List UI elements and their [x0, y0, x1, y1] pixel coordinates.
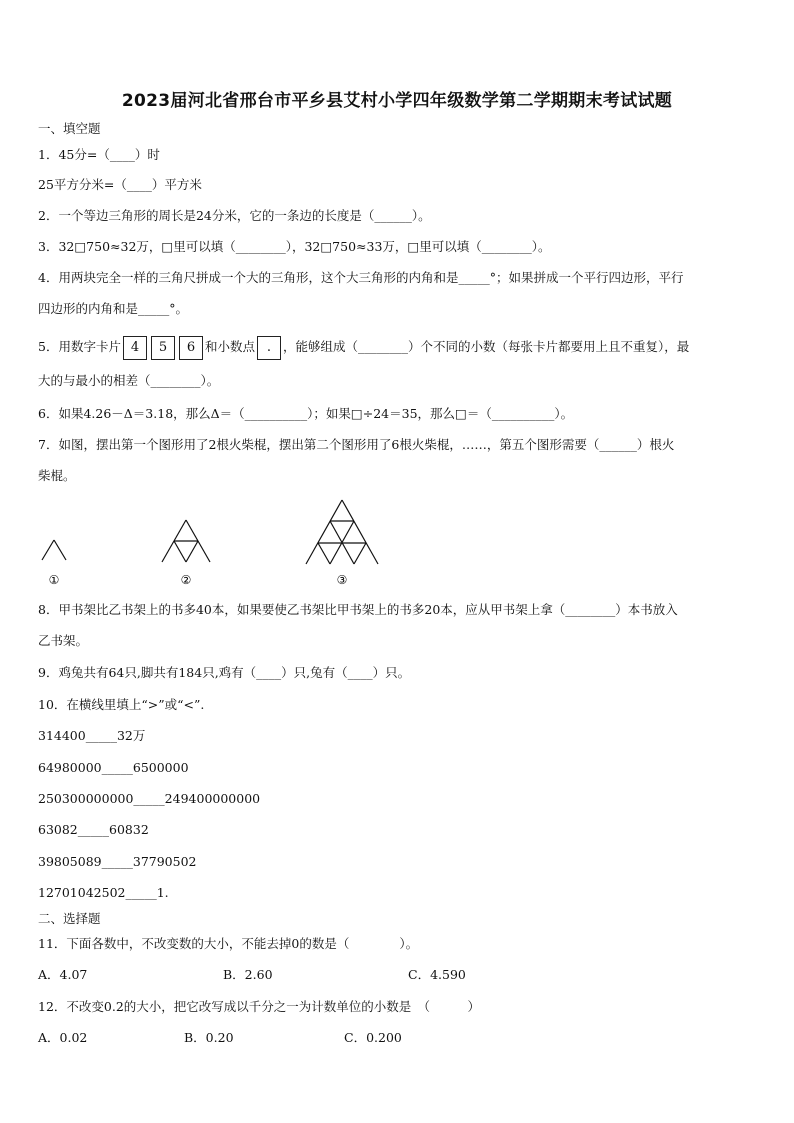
question-3: 3．32□750≈32万，□里可以填（________），32□750≈33万，□里可以填（________）。: [38, 239, 551, 254]
comparison-item: 250300000000_____249400000000: [38, 791, 261, 806]
question-5-suffix: ，能够组成（________）个不同的小数（每张卡片都要用上且不重复），最: [282, 339, 690, 354]
section-fill-blank-heading: 一、填空题: [38, 121, 101, 136]
digit-card-5: 5: [151, 336, 175, 360]
comparison-item: 64980000_____6500000: [38, 760, 189, 775]
question-1a: 1．45分=（____）时: [38, 147, 160, 162]
comparison-item: 39805089_____37790502: [38, 854, 197, 869]
question-5-mid: 和小数点: [204, 339, 255, 354]
question-12: 12．不改变0.2的大小，把它改写成以千分之一为计数单位的小数是 （ ）: [38, 999, 481, 1014]
figure-1-label: ①: [48, 573, 60, 587]
figure-3: [306, 500, 378, 564]
figure-2: [162, 520, 210, 562]
figure-1: [42, 540, 66, 560]
option-b: B．0.20: [184, 1030, 234, 1045]
matchstick-figures: [0, 490, 794, 590]
question-7-line1: 7．如图，摆出第一个图形用了2根火柴棍，摆出第二个图形用了6根火柴棍，……，第五个图形需要（______）根火: [38, 437, 675, 452]
comparison-item: 12701042502_____1.: [38, 885, 169, 900]
question-9: 9．鸡兔共有64只,脚共有184只,鸡有（____）只,兔有（____）只。: [38, 665, 411, 680]
option-c: C．0.200: [344, 1030, 402, 1045]
decimal-point-card: .: [257, 336, 281, 360]
question-5-line2: 大的与最小的相差（________）。: [38, 373, 220, 388]
question-2: 2．一个等边三角形的周长是24分米，它的一条边的长度是（______）。: [38, 208, 431, 223]
figure-2-label: ②: [180, 573, 192, 587]
digit-card-6: 6: [179, 336, 203, 360]
question-5-line1: [38, 334, 689, 360]
option-b: B．2.60: [223, 967, 273, 982]
option-a: A．4.07: [38, 967, 88, 982]
question-8-line1: 8．甲书架比乙书架上的书多40本，如果要使乙书架比甲书架上的书多20本，应从甲书架上拿（________）本书放入: [38, 602, 678, 617]
page-title: 2023届河北省邢台市平乡县艾村小学四年级数学第二学期期末考试试题: [121, 91, 673, 111]
comparison-item: 314400_____32万: [38, 728, 146, 743]
section-choice-heading: 二、选择题: [38, 911, 101, 926]
option-a: A．0.02: [38, 1030, 88, 1045]
question-4-line2: 四边形的内角和是_____°。: [38, 301, 189, 316]
question-7-line2: 柴棍。: [38, 468, 76, 483]
question-8-line2: 乙书架。: [38, 633, 89, 648]
figure-3-label: ③: [336, 573, 348, 587]
question-1b: 25平方分米=（____）平方米: [38, 177, 202, 192]
option-c: C．4.590: [408, 967, 466, 982]
comparison-item: 63082_____60832: [38, 822, 149, 837]
question-4-line1: 4．用两块完全一样的三角尺拼成一个大的三角形，这个大三角形的内角和是_____°；如果拼成一个平行四边形，平行: [38, 270, 684, 285]
question-5-prefix: 5．用数字卡片: [38, 339, 121, 354]
question-11: 11．下面各数中，不改变数的大小，不能去掉0的数是（ ）。: [38, 936, 419, 951]
question-6: 6．如果4.26－Δ＝3.18，那么Δ＝（__________）；如果□÷24＝35，那么□＝（__________）。: [38, 406, 574, 421]
question-10: 10．在横线里填上“>”或“<”.: [38, 697, 205, 712]
digit-card-4: 4: [123, 336, 147, 360]
